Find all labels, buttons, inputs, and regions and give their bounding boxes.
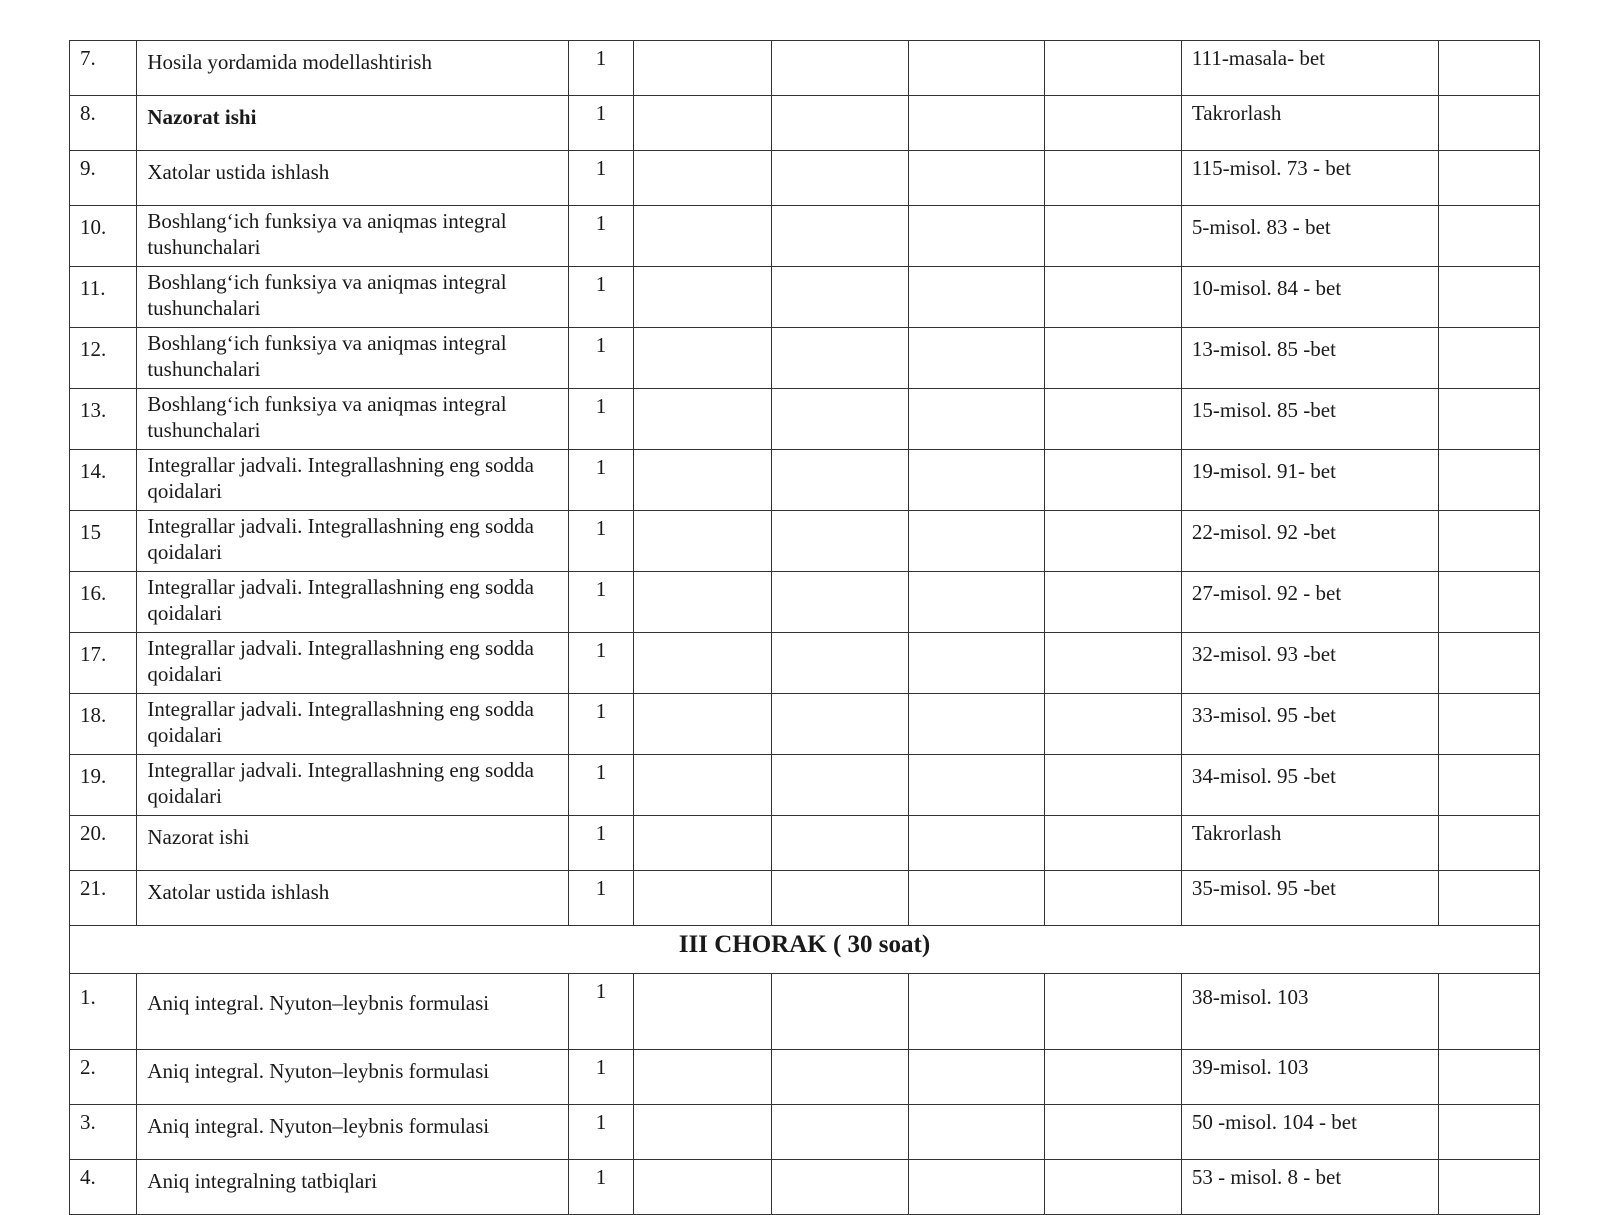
empty-cell bbox=[1438, 1050, 1539, 1105]
row-number: 21. bbox=[70, 871, 137, 926]
empty-cell bbox=[634, 267, 772, 328]
empty-cell bbox=[1045, 974, 1182, 1050]
homework-reference: Takrorlash bbox=[1181, 96, 1438, 151]
empty-cell bbox=[634, 1105, 772, 1160]
table-row bbox=[70, 1160, 1540, 1215]
row-number: 2. bbox=[70, 1050, 137, 1105]
lesson-hours: 1 bbox=[568, 328, 633, 389]
lesson-topic: Nazorat ishi bbox=[137, 816, 569, 871]
lesson-topic: Aniq integral. Nyuton–leybnis formulasi bbox=[137, 1050, 569, 1105]
lesson-hours: 1 bbox=[568, 572, 633, 633]
row-number: 9. bbox=[70, 151, 137, 206]
lesson-topic: Boshlang‘ich funksiya va aniqmas integral tushunchalari bbox=[137, 267, 569, 328]
table-row bbox=[70, 41, 1540, 96]
empty-cell bbox=[908, 755, 1045, 816]
empty-cell bbox=[1045, 41, 1182, 96]
lesson-topic: Boshlang‘ich funksiya va aniqmas integral tushunchalari bbox=[137, 389, 569, 450]
empty-cell bbox=[1438, 1105, 1539, 1160]
lesson-hours: 1 bbox=[568, 816, 633, 871]
row-number: 8. bbox=[70, 96, 137, 151]
empty-cell bbox=[1045, 694, 1182, 755]
lesson-hours: 1 bbox=[568, 1050, 633, 1105]
empty-cell bbox=[634, 41, 772, 96]
empty-cell bbox=[771, 755, 908, 816]
lesson-hours: 1 bbox=[568, 267, 633, 328]
empty-cell bbox=[908, 389, 1045, 450]
row-number: 15 bbox=[70, 511, 137, 572]
empty-cell bbox=[771, 694, 908, 755]
homework-reference: 27-misol. 92 - bet bbox=[1181, 572, 1438, 633]
homework-reference: 53 - misol. 8 - bet bbox=[1181, 1160, 1438, 1215]
lesson-hours: 1 bbox=[568, 389, 633, 450]
empty-cell bbox=[908, 511, 1045, 572]
empty-cell bbox=[771, 1050, 908, 1105]
empty-cell bbox=[771, 511, 908, 572]
empty-cell bbox=[1045, 871, 1182, 926]
lesson-topic: Integrallar jadvali. Integrallashning eng sodda qoidalari bbox=[137, 633, 569, 694]
empty-cell bbox=[634, 206, 772, 267]
lesson-topic: Integrallar jadvali. Integrallashning eng sodda qoidalari bbox=[137, 694, 569, 755]
table-row bbox=[70, 389, 1540, 450]
table-row bbox=[70, 755, 1540, 816]
empty-cell bbox=[1438, 41, 1539, 96]
empty-cell bbox=[908, 694, 1045, 755]
homework-reference: 15-misol. 85 -bet bbox=[1181, 389, 1438, 450]
empty-cell bbox=[771, 633, 908, 694]
lesson-topic: Xatolar ustida ishlash bbox=[137, 151, 569, 206]
row-number: 17. bbox=[70, 633, 137, 694]
empty-cell bbox=[1438, 267, 1539, 328]
section-title: III CHORAK ( 30 soat) bbox=[70, 926, 1540, 974]
empty-cell bbox=[1045, 633, 1182, 694]
table-row bbox=[70, 572, 1540, 633]
empty-cell bbox=[908, 572, 1045, 633]
empty-cell bbox=[771, 871, 908, 926]
lesson-topic: Nazorat ishi bbox=[137, 96, 569, 151]
table-row bbox=[70, 96, 1540, 151]
homework-reference: 111-masala- bet bbox=[1181, 41, 1438, 96]
empty-cell bbox=[1438, 572, 1539, 633]
table-row bbox=[70, 267, 1540, 328]
empty-cell bbox=[771, 151, 908, 206]
empty-cell bbox=[908, 96, 1045, 151]
empty-cell bbox=[771, 974, 908, 1050]
empty-cell bbox=[1045, 267, 1182, 328]
table-row bbox=[70, 206, 1540, 267]
empty-cell bbox=[1045, 1160, 1182, 1215]
row-number: 4. bbox=[70, 1160, 137, 1215]
empty-cell bbox=[1438, 206, 1539, 267]
lesson-hours: 1 bbox=[568, 974, 633, 1050]
empty-cell bbox=[1438, 974, 1539, 1050]
table-row bbox=[70, 816, 1540, 871]
empty-cell bbox=[1045, 328, 1182, 389]
empty-cell bbox=[1045, 450, 1182, 511]
row-number: 20. bbox=[70, 816, 137, 871]
empty-cell bbox=[634, 816, 772, 871]
homework-reference: 19-misol. 91- bet bbox=[1181, 450, 1438, 511]
empty-cell bbox=[771, 41, 908, 96]
table-row bbox=[70, 511, 1540, 572]
lesson-hours: 1 bbox=[568, 511, 633, 572]
lesson-hours: 1 bbox=[568, 41, 633, 96]
lesson-topic: Aniq integralning tatbiqlari bbox=[137, 1160, 569, 1215]
table-row bbox=[70, 633, 1540, 694]
lesson-hours: 1 bbox=[568, 694, 633, 755]
empty-cell bbox=[634, 694, 772, 755]
homework-reference: 10-misol. 84 - bet bbox=[1181, 267, 1438, 328]
table-row bbox=[70, 871, 1540, 926]
empty-cell bbox=[634, 96, 772, 151]
empty-cell bbox=[908, 41, 1045, 96]
empty-cell bbox=[1045, 96, 1182, 151]
empty-cell bbox=[908, 1050, 1045, 1105]
table-row bbox=[70, 974, 1540, 1050]
table-row bbox=[70, 328, 1540, 389]
empty-cell bbox=[634, 328, 772, 389]
empty-cell bbox=[1045, 572, 1182, 633]
row-number: 16. bbox=[70, 572, 137, 633]
lesson-hours: 1 bbox=[568, 1105, 633, 1160]
lesson-topic: Aniq integral. Nyuton–leybnis formulasi bbox=[137, 1105, 569, 1160]
homework-reference: 34-misol. 95 -bet bbox=[1181, 755, 1438, 816]
empty-cell bbox=[908, 816, 1045, 871]
empty-cell bbox=[1045, 389, 1182, 450]
empty-cell bbox=[771, 572, 908, 633]
homework-reference: 22-misol. 92 -bet bbox=[1181, 511, 1438, 572]
lesson-topic: Integrallar jadvali. Integrallashning eng sodda qoidalari bbox=[137, 572, 569, 633]
empty-cell bbox=[908, 267, 1045, 328]
homework-reference: 50 -misol. 104 - bet bbox=[1181, 1105, 1438, 1160]
empty-cell bbox=[634, 1160, 772, 1215]
empty-cell bbox=[1045, 151, 1182, 206]
empty-cell bbox=[771, 96, 908, 151]
empty-cell bbox=[908, 206, 1045, 267]
empty-cell bbox=[634, 389, 772, 450]
empty-cell bbox=[908, 450, 1045, 511]
empty-cell bbox=[908, 151, 1045, 206]
table-row bbox=[70, 1105, 1540, 1160]
empty-cell bbox=[1045, 816, 1182, 871]
lesson-topic: Integrallar jadvali. Integrallashning eng sodda qoidalari bbox=[137, 755, 569, 816]
empty-cell bbox=[1438, 816, 1539, 871]
lesson-hours: 1 bbox=[568, 755, 633, 816]
lesson-topic: Boshlang‘ich funksiya va aniqmas integral tushunchalari bbox=[137, 328, 569, 389]
empty-cell bbox=[908, 1105, 1045, 1160]
row-number: 12. bbox=[70, 328, 137, 389]
empty-cell bbox=[908, 871, 1045, 926]
homework-reference: 38-misol. 103 bbox=[1181, 974, 1438, 1050]
empty-cell bbox=[771, 389, 908, 450]
empty-cell bbox=[1438, 151, 1539, 206]
empty-cell bbox=[634, 1050, 772, 1105]
empty-cell bbox=[771, 267, 908, 328]
empty-cell bbox=[771, 1160, 908, 1215]
empty-cell bbox=[771, 1105, 908, 1160]
row-number: 3. bbox=[70, 1105, 137, 1160]
empty-cell bbox=[1045, 1105, 1182, 1160]
row-number: 7. bbox=[70, 41, 137, 96]
table-row bbox=[70, 151, 1540, 206]
homework-reference: 32-misol. 93 -bet bbox=[1181, 633, 1438, 694]
empty-cell bbox=[1438, 633, 1539, 694]
homework-reference: Takrorlash bbox=[1181, 816, 1438, 871]
empty-cell bbox=[771, 328, 908, 389]
empty-cell bbox=[634, 511, 772, 572]
lesson-topic: Integrallar jadvali. Integrallashning eng sodda qoidalari bbox=[137, 450, 569, 511]
row-number: 11. bbox=[70, 267, 137, 328]
empty-cell bbox=[634, 450, 772, 511]
lesson-plan-table bbox=[69, 40, 1540, 1215]
empty-cell bbox=[1045, 1050, 1182, 1105]
empty-cell bbox=[1438, 389, 1539, 450]
homework-reference: 5-misol. 83 - bet bbox=[1181, 206, 1438, 267]
empty-cell bbox=[1438, 1160, 1539, 1215]
empty-cell bbox=[634, 871, 772, 926]
empty-cell bbox=[1438, 511, 1539, 572]
table-row bbox=[70, 1050, 1540, 1105]
lesson-topic: Integrallar jadvali. Integrallashning eng sodda qoidalari bbox=[137, 511, 569, 572]
empty-cell bbox=[771, 816, 908, 871]
empty-cell bbox=[908, 974, 1045, 1050]
empty-cell bbox=[634, 151, 772, 206]
homework-reference: 13-misol. 85 -bet bbox=[1181, 328, 1438, 389]
lesson-hours: 1 bbox=[568, 151, 633, 206]
row-number: 18. bbox=[70, 694, 137, 755]
empty-cell bbox=[1438, 96, 1539, 151]
homework-reference: 33-misol. 95 -bet bbox=[1181, 694, 1438, 755]
lesson-hours: 1 bbox=[568, 1160, 633, 1215]
table-row bbox=[70, 694, 1540, 755]
empty-cell bbox=[908, 1160, 1045, 1215]
empty-cell bbox=[1438, 871, 1539, 926]
lesson-hours: 1 bbox=[568, 633, 633, 694]
empty-cell bbox=[908, 633, 1045, 694]
empty-cell bbox=[634, 633, 772, 694]
lesson-hours: 1 bbox=[568, 96, 633, 151]
empty-cell bbox=[634, 572, 772, 633]
empty-cell bbox=[634, 755, 772, 816]
row-number: 1. bbox=[70, 974, 137, 1050]
lesson-topic: Boshlang‘ich funksiya va aniqmas integral tushunchalari bbox=[137, 206, 569, 267]
lesson-hours: 1 bbox=[568, 450, 633, 511]
empty-cell bbox=[771, 206, 908, 267]
empty-cell bbox=[1438, 450, 1539, 511]
empty-cell bbox=[771, 450, 908, 511]
homework-reference: 115-misol. 73 - bet bbox=[1181, 151, 1438, 206]
empty-cell bbox=[1045, 511, 1182, 572]
table-row bbox=[70, 450, 1540, 511]
empty-cell bbox=[634, 974, 772, 1050]
row-number: 19. bbox=[70, 755, 137, 816]
row-number: 14. bbox=[70, 450, 137, 511]
section-header-row bbox=[70, 926, 1540, 974]
empty-cell bbox=[1438, 328, 1539, 389]
lesson-topic: Xatolar ustida ishlash bbox=[137, 871, 569, 926]
lesson-hours: 1 bbox=[568, 206, 633, 267]
lesson-topic: Aniq integral. Nyuton–leybnis formulasi bbox=[137, 974, 569, 1050]
homework-reference: 35-misol. 95 -bet bbox=[1181, 871, 1438, 926]
lesson-topic: Hosila yordamida modellashtirish bbox=[137, 41, 569, 96]
row-number: 10. bbox=[70, 206, 137, 267]
empty-cell bbox=[1045, 755, 1182, 816]
homework-reference: 39-misol. 103 bbox=[1181, 1050, 1438, 1105]
empty-cell bbox=[908, 328, 1045, 389]
empty-cell bbox=[1438, 694, 1539, 755]
lesson-hours: 1 bbox=[568, 871, 633, 926]
empty-cell bbox=[1045, 206, 1182, 267]
empty-cell bbox=[1438, 755, 1539, 816]
row-number: 13. bbox=[70, 389, 137, 450]
